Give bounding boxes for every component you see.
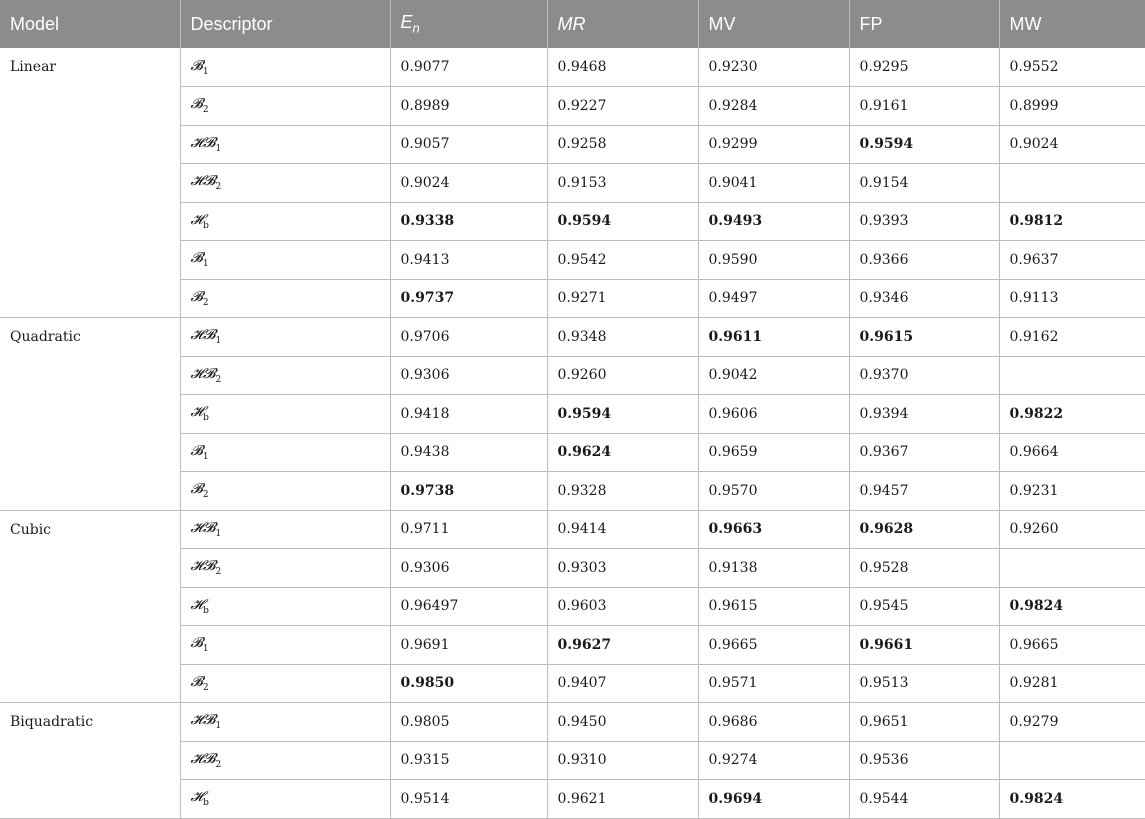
value-cell-mr: 0.9450 [547, 703, 698, 742]
value-cell-en: 0.9850 [390, 664, 547, 703]
value-cell-fp: 0.9651 [849, 703, 999, 742]
descriptor-cell [180, 472, 390, 511]
descriptor-symbol [190, 712, 222, 732]
descriptor-cell [180, 48, 390, 87]
value-cell-mw: 0.9113 [999, 279, 1145, 318]
value-cell-mw: 0.9824 [999, 780, 1145, 819]
value-cell-mv: 0.9571 [698, 664, 849, 703]
descriptor-letter: 𝓗 [190, 211, 204, 228]
descriptor-letter: 𝓗𝓑 [190, 750, 216, 767]
descriptor-subscript: 1 [202, 259, 209, 270]
descriptor-subscript: 2 [202, 682, 209, 693]
value-cell-mr: 0.9627 [547, 626, 698, 665]
descriptor-subscript: 2 [202, 297, 209, 308]
header-model: Model [0, 0, 180, 48]
descriptor-symbol [190, 635, 209, 655]
model-cell: Biquadratic [0, 703, 180, 819]
descriptor-letter: 𝓗𝓑 [190, 519, 216, 536]
value-cell-mr: 0.9624 [547, 433, 698, 472]
descriptor-symbol [190, 96, 209, 116]
value-cell-mv: 0.9570 [698, 472, 849, 511]
value-cell-mr: 0.9594 [547, 395, 698, 434]
header-mr: MR [547, 0, 698, 48]
descriptor-subscript: 1 [202, 66, 209, 77]
descriptor-symbol [190, 442, 209, 462]
value-cell-mr: 0.9621 [547, 780, 698, 819]
descriptor-symbol [190, 404, 209, 424]
descriptor-symbol [190, 673, 209, 693]
value-cell-mw: 0.9162 [999, 318, 1145, 357]
value-cell-mv: 0.9042 [698, 356, 849, 395]
value-cell-mw: 0.8999 [999, 87, 1145, 126]
value-cell-mw: 0.9665 [999, 626, 1145, 665]
value-cell-en: 0.9737 [390, 279, 547, 318]
value-cell-en: 0.9418 [390, 395, 547, 434]
table-row [0, 318, 1145, 357]
value-cell-mw: 0.9812 [999, 202, 1145, 241]
value-cell-mv: 0.9665 [698, 626, 849, 665]
value-cell-mr: 0.9227 [547, 87, 698, 126]
value-cell-mv: 0.9686 [698, 703, 849, 742]
descriptor-symbol [190, 365, 222, 385]
header-en: $E_n$ [390, 0, 547, 48]
value-cell-en: 0.9306 [390, 549, 547, 588]
value-cell-en: 0.96497 [390, 587, 547, 626]
header-descriptor: Descriptor [180, 0, 390, 48]
table-row [0, 510, 1145, 549]
value-cell-mw: 0.9664 [999, 433, 1145, 472]
descriptor-letter: 𝓑 [190, 57, 203, 74]
value-cell-mv: 0.9041 [698, 164, 849, 203]
descriptor-subscript: b [203, 605, 209, 616]
descriptor-cell [180, 664, 390, 703]
descriptor-letter: 𝓑 [190, 481, 203, 498]
table-header [0, 0, 1145, 48]
descriptor-cell [180, 356, 390, 395]
descriptor-letter: 𝓑 [190, 673, 203, 690]
value-cell-mv: 0.9606 [698, 395, 849, 434]
value-cell-mr: 0.9153 [547, 164, 698, 203]
header-fp: FP [849, 0, 999, 48]
descriptor-subscript: 1 [202, 644, 209, 655]
value-cell-fp: 0.9661 [849, 626, 999, 665]
value-cell-fp: 0.9295 [849, 48, 999, 87]
header-mv: MV [698, 0, 849, 48]
value-cell-mw: 0.9231 [999, 472, 1145, 511]
value-cell-mr: 0.9328 [547, 472, 698, 511]
value-cell-en: 0.9691 [390, 626, 547, 665]
value-cell-mr: 0.9271 [547, 279, 698, 318]
value-cell-mv: 0.9590 [698, 241, 849, 280]
value-cell-mw: 0.9824 [999, 587, 1145, 626]
value-cell-en: 0.9514 [390, 780, 547, 819]
descriptor-cell [180, 395, 390, 434]
value-cell-mw: 0.9822 [999, 395, 1145, 434]
descriptor-cell [180, 202, 390, 241]
descriptor-symbol [190, 596, 209, 616]
table-body [0, 48, 1145, 818]
value-cell-mv: 0.9493 [698, 202, 849, 241]
descriptor-subscript: b [203, 220, 209, 231]
descriptor-cell [180, 741, 390, 780]
descriptor-symbol [190, 789, 209, 809]
model-cell: Linear [0, 48, 180, 318]
value-cell-fp: 0.9615 [849, 318, 999, 357]
value-cell-en: 0.8989 [390, 87, 547, 126]
descriptor-cell [180, 279, 390, 318]
value-cell-mv: 0.9497 [698, 279, 849, 318]
value-cell-en: 0.9338 [390, 202, 547, 241]
value-cell-mw [999, 164, 1145, 203]
descriptor-cell [180, 780, 390, 819]
descriptor-letter: 𝓗𝓑 [190, 365, 216, 382]
value-cell-en: 0.9738 [390, 472, 547, 511]
descriptor-letter: 𝓗𝓑 [190, 327, 216, 344]
value-cell-mv: 0.9659 [698, 433, 849, 472]
value-cell-mv: 0.9230 [698, 48, 849, 87]
descriptor-cell [180, 703, 390, 742]
value-cell-en: 0.9077 [390, 48, 547, 87]
value-cell-mw [999, 549, 1145, 588]
value-cell-mr: 0.9414 [547, 510, 698, 549]
value-cell-mv: 0.9615 [698, 587, 849, 626]
value-cell-mr: 0.9310 [547, 741, 698, 780]
descriptor-symbol [190, 211, 209, 231]
descriptor-symbol [190, 57, 209, 77]
model-cell: Cubic [0, 510, 180, 703]
value-cell-en: 0.9306 [390, 356, 547, 395]
value-cell-fp: 0.9544 [849, 780, 999, 819]
descriptor-letter: 𝓗𝓑 [190, 173, 216, 190]
descriptor-subscript: 2 [215, 759, 222, 770]
table-row [0, 48, 1145, 87]
descriptor-letter: 𝓑 [190, 250, 203, 267]
descriptor-cell [180, 626, 390, 665]
value-cell-mv: 0.9138 [698, 549, 849, 588]
value-cell-fp: 0.9367 [849, 433, 999, 472]
value-cell-fp: 0.9161 [849, 87, 999, 126]
value-cell-mw: 0.9024 [999, 125, 1145, 164]
value-cell-mv: 0.9611 [698, 318, 849, 357]
descriptor-cell [180, 241, 390, 280]
descriptor-symbol [190, 481, 209, 501]
value-cell-mv: 0.9284 [698, 87, 849, 126]
descriptor-symbol [190, 327, 222, 347]
descriptor-symbol [190, 750, 222, 770]
value-cell-fp: 0.9536 [849, 741, 999, 780]
value-cell-fp: 0.9457 [849, 472, 999, 511]
descriptor-cell [180, 164, 390, 203]
value-cell-en: 0.9711 [390, 510, 547, 549]
value-cell-mr: 0.9348 [547, 318, 698, 357]
value-cell-fp: 0.9346 [849, 279, 999, 318]
value-cell-fp: 0.9528 [849, 549, 999, 588]
descriptor-letter: 𝓗𝓑 [190, 712, 216, 729]
descriptor-letter: 𝓑 [190, 442, 203, 459]
value-cell-mr: 0.9303 [547, 549, 698, 588]
value-cell-mr: 0.9468 [547, 48, 698, 87]
descriptor-subscript: b [203, 413, 209, 424]
value-cell-en: 0.9438 [390, 433, 547, 472]
value-cell-mw: 0.9552 [999, 48, 1145, 87]
descriptor-subscript: b [203, 798, 209, 809]
descriptor-subscript: 2 [215, 374, 222, 385]
descriptor-letter: 𝓗𝓑 [190, 134, 216, 151]
descriptor-symbol [190, 558, 222, 578]
descriptor-letter: 𝓑 [190, 288, 203, 305]
descriptor-symbol [190, 134, 222, 154]
value-cell-fp: 0.9513 [849, 664, 999, 703]
value-cell-fp: 0.9628 [849, 510, 999, 549]
descriptor-symbol [190, 519, 222, 539]
descriptor-cell [180, 587, 390, 626]
descriptor-cell [180, 318, 390, 357]
descriptor-subscript: 2 [215, 567, 222, 578]
value-cell-fp: 0.9545 [849, 587, 999, 626]
value-cell-mv: 0.9663 [698, 510, 849, 549]
descriptor-subscript: 1 [215, 528, 222, 539]
value-cell-fp: 0.9393 [849, 202, 999, 241]
value-cell-fp: 0.9394 [849, 395, 999, 434]
table-row [0, 703, 1145, 742]
value-cell-mv: 0.9299 [698, 125, 849, 164]
value-cell-en: 0.9413 [390, 241, 547, 280]
model-cell: Quadratic [0, 318, 180, 511]
header-row [0, 0, 1145, 48]
descriptor-cell [180, 433, 390, 472]
descriptor-cell [180, 87, 390, 126]
descriptor-subscript: 1 [202, 451, 209, 462]
value-cell-fp: 0.9594 [849, 125, 999, 164]
descriptor-cell [180, 510, 390, 549]
value-cell-mw: 0.9281 [999, 664, 1145, 703]
value-cell-mr: 0.9260 [547, 356, 698, 395]
descriptor-subscript: 2 [202, 490, 209, 501]
value-cell-en: 0.9315 [390, 741, 547, 780]
value-cell-en: 0.9805 [390, 703, 547, 742]
descriptor-subscript: 2 [202, 105, 209, 116]
descriptor-cell [180, 549, 390, 588]
value-cell-mr: 0.9603 [547, 587, 698, 626]
value-cell-mw: 0.9260 [999, 510, 1145, 549]
value-cell-mr: 0.9542 [547, 241, 698, 280]
value-cell-mr: 0.9407 [547, 664, 698, 703]
value-cell-mr: 0.9594 [547, 202, 698, 241]
descriptor-symbol [190, 250, 209, 270]
value-cell-fp: 0.9154 [849, 164, 999, 203]
value-cell-mw [999, 356, 1145, 395]
value-cell-en: 0.9057 [390, 125, 547, 164]
descriptor-cell [180, 125, 390, 164]
header-mw: MW [999, 0, 1145, 48]
value-cell-mw [999, 741, 1145, 780]
descriptor-subscript: 1 [215, 721, 222, 732]
descriptor-symbol [190, 288, 209, 308]
value-cell-en: 0.9024 [390, 164, 547, 203]
value-cell-fp: 0.9366 [849, 241, 999, 280]
descriptor-symbol [190, 173, 222, 193]
descriptor-subscript: 2 [215, 182, 222, 193]
value-cell-en: 0.9706 [390, 318, 547, 357]
value-cell-mw: 0.9279 [999, 703, 1145, 742]
descriptor-letter: 𝓑 [190, 96, 203, 113]
value-cell-mv: 0.9694 [698, 780, 849, 819]
value-cell-mr: 0.9258 [547, 125, 698, 164]
descriptor-letter: 𝓗𝓑 [190, 558, 216, 575]
value-cell-fp: 0.9370 [849, 356, 999, 395]
value-cell-mv: 0.9274 [698, 741, 849, 780]
value-cell-mw: 0.9637 [999, 241, 1145, 280]
descriptor-letter: 𝓗 [190, 404, 204, 421]
descriptor-subscript: 1 [215, 143, 222, 154]
descriptor-letter: 𝓗 [190, 596, 204, 613]
descriptor-subscript: 1 [215, 336, 222, 347]
descriptor-letter: 𝓗 [190, 789, 204, 806]
descriptor-letter: 𝓑 [190, 635, 203, 652]
